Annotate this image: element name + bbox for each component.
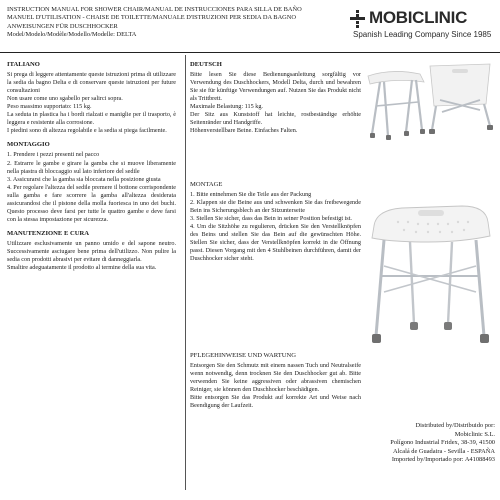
german-intro-4: Höhenverstellbare Beine. Einfaches Falten. — [190, 127, 298, 135]
manual-header — [7, 6, 347, 40]
german-care-section — [190, 352, 361, 413]
german-assembly-section — [190, 181, 361, 266]
italian-maintenance-2: Smaltire adeguatamente il prodotto al termine della sua vita. — [7, 264, 157, 272]
brand-name: MOBICLINIC — [369, 8, 468, 27]
italian-maintenance-title: MANUTENZIONE E CURA — [7, 229, 90, 237]
italian-step-4: 4. Per regolare l'altezza del sedile premere il bottone corrispondente sulla gamba e fare scorrere la gamba all'altezza desiderata assicurandosi che il pistone della molla fuoriesca in uno dei buchi. Questo processo deve farsi per tutte le quattro gambe e deve farsi con la stessa impostazione per sicurezza. — [7, 183, 176, 223]
distributor-line-2: Mobiclinic S.L. — [454, 430, 495, 438]
italian-step-2: 2. Estrarre le gambe e girare la gamba che si muove liberamente nella piastra di bloccaggio sul lato inferiore del sedile — [7, 159, 176, 175]
header-line-1: INSTRUCTION MANUAL FOR SHOWER CHAIR/MANUAL DE INSTRUCCIONES PARA SILLA DE BAÑO — [7, 6, 302, 13]
german-care-2: Bitte entsorgen Sie das Produkt auf korrekte Art und Weise nach Beendigung der Laufzeit. — [190, 394, 361, 410]
german-intro-2: Maximale Belastung: 115 kg. — [190, 103, 263, 111]
italian-intro-2: Non usare come uno sgabello per salirci sopra. — [7, 95, 123, 103]
assembled-chair-image — [362, 196, 498, 352]
german-section — [190, 61, 361, 138]
italian-step-1: 1. Prendere i pezzi presenti nel pacco — [7, 151, 100, 159]
italian-intro-5: I piedini sono di altezza regolabile e la sedia si piega facilmente. — [7, 127, 167, 135]
german-step-1: 1. Bitte entnehmen Sie die Teile aus der Packung — [190, 191, 312, 199]
header-line-4: Model/Modelo/Modèle/Modello/Modelle: DELTA — [7, 31, 137, 39]
distributor-line-5: Imported by/Importado por: A41088493 — [391, 456, 495, 464]
german-intro-3: Der Sitz aus Kunststoff hat leichte, rostbeständige erhöhte Seitenränder und Handgriffe. — [190, 111, 361, 127]
italian-step-3: 3. Assicurarsi che la gamba sia bloccata nella posizione giusta — [7, 175, 161, 183]
italian-intro-4: La seduta in plastica ha i bordi rialzati e maniglie per il trasporto, è leggera e resistente alla corrosione. — [7, 111, 176, 127]
german-care-1: Entsorgen Sie den Schmutz mit einem nassen Tuch und Neutralseife wenn notwendig, denn trocknen Sie den Duschhocker gut ab. Bitte verwenden Sie keine aggressiven oder abrassiven chemischen Reiniger, sie können den Duschhocker beschädigen. — [190, 362, 361, 394]
folded-chair-back-image — [420, 60, 498, 135]
italian-intro-1: Si prega di leggere attentamente queste istruzioni prima di utilizzare la sedia da bagno Delta e di conservare queste istruzioni per future consultazioni — [7, 71, 176, 95]
distributor-line-1: Distributed by/Distribuido por: — [415, 422, 495, 429]
italian-maintenance-1: Utilizzare esclusivamente un panno umido e del sapone neutro. Successivamente asciugare bene prima dell'utilizzo. Non pulire la sedia con prodotti abrasivi per evitare di danneggiarla. — [7, 239, 176, 264]
distributor-line-4: Alcalá de Guadaira - Sevilla - ESPAÑA — [393, 447, 495, 455]
german-step-2: 2. Klappen sie die Beine aus und schwenken Sie das freibewegende Bein ins Sicherungsblech an der Sitzunterseite — [190, 199, 361, 215]
italian-title: ITALIANO — [7, 61, 40, 68]
german-title: DEUTSCH — [190, 61, 222, 68]
distributor-line-3: Polígono Industrial Fridex, 38-39, 41500 — [390, 439, 495, 447]
german-intro-1: Bitte lesen Sie diese Bedienungsanleitung sorgfältig vor Verwendung des Duschhockers, Modell Delta, durch und bewahren Sie sie für künftige Verwendungen auf. Nutzen Sie das Produkt nicht als Trittbrett. — [190, 71, 361, 103]
italian-section — [7, 61, 176, 275]
italian-intro-3: Peso massimo supportato: 115 kg. — [7, 103, 92, 111]
brand-tagline: Spanish Leading Company Since 1985 — [353, 30, 492, 39]
german-assembly-title: MONTAGE — [190, 181, 223, 188]
distributor-info — [330, 422, 495, 465]
german-care-title: PFLEGEHINWEISE UND WARTUNG — [190, 352, 297, 359]
header-divider — [0, 52, 500, 53]
german-step-3: 3. Stellen Sie sicher, dass das Bein in seiner Position befestigt ist. — [190, 215, 352, 223]
italian-assembly-title: MONTAGGIO — [7, 141, 50, 149]
german-step-4: 4. Um die Sitzhöhe zu regulieren, drücken Sie den Verstellknöpfen des Beins und stellen Sie das Bein auf die gewünschten Höhe. Stellen Sie sicher, dass der Verstellknöpfen korrekt in die Öffnung passt. Diesen Vorgang mit den 4 Stuhlbeinen durchführen, damit der Duschhocker sicher steht. — [190, 223, 361, 263]
header-line-2: MANUEL D'UTILISATION - CHAISE DE TOILETTE/MANUALE D'ISTRUZIONI PER SEDIA DA BAGNO — [7, 14, 297, 22]
cross-logo-icon — [350, 10, 366, 28]
brand-logo — [350, 8, 495, 48]
header-line-3: ANWEISUNGEN FÜR DUSCHHOCKER — [7, 22, 118, 30]
column-divider — [185, 55, 186, 490]
